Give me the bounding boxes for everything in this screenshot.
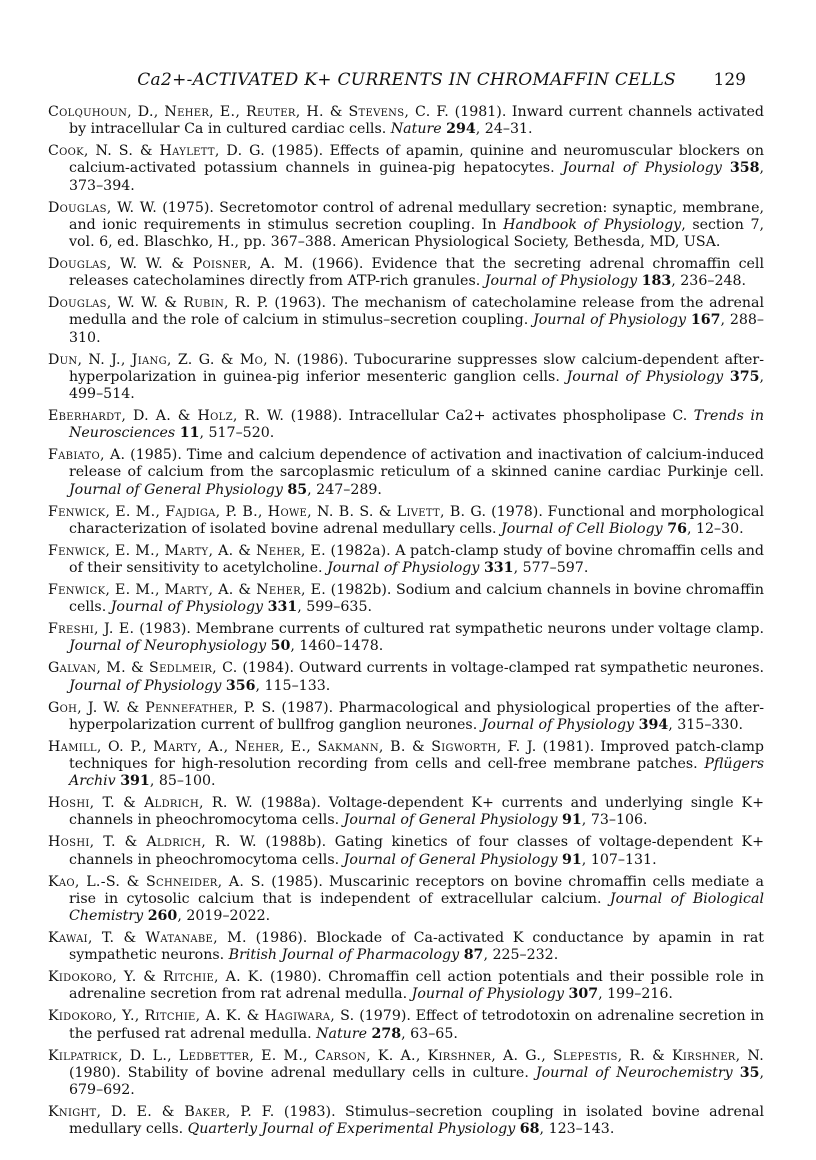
reference-title: (1979). Effect of tetrodotoxin on adrenaline secretion in the perfused rat adrenal medulla. bbox=[69, 1008, 764, 1042]
reference-journal: Journal of General Physiology bbox=[343, 812, 558, 829]
reference-title: (1980). Stability of bovine adrenal medullary cells in culture. bbox=[69, 1064, 536, 1081]
reference-volume: 167 bbox=[690, 312, 721, 329]
reference-volume: 394 bbox=[638, 716, 669, 733]
reference-title: (1978). Functional and morphological characterization of isolated bovine adrenal medullary cells. bbox=[69, 503, 764, 537]
reference-entry bbox=[48, 1008, 764, 1042]
reference-volume: 68 bbox=[519, 1121, 540, 1138]
reference-pages: , 85–100. bbox=[149, 773, 216, 790]
page-number: 129 bbox=[713, 70, 746, 90]
reference-authors: Knight, D. E. & Baker, P. F. bbox=[48, 1104, 275, 1121]
reference-title: (1981). Inward current channels activated by intracellular Ca in cultured cardiac cells. bbox=[69, 104, 764, 138]
reference-journal: Journal of Physiology bbox=[533, 312, 687, 329]
reference-volume: 331 bbox=[483, 560, 514, 577]
reference-pages: , 2019–2022. bbox=[177, 908, 271, 925]
reference-volume-spacer bbox=[733, 1065, 740, 1081]
reference-journal: Nature bbox=[316, 1025, 367, 1042]
reference-journal: Journal of Physiology bbox=[562, 160, 722, 177]
reference-volume: 307 bbox=[568, 986, 599, 1003]
reference-entry bbox=[48, 874, 764, 926]
reference-volume: 11 bbox=[179, 425, 200, 442]
reference-pages: , 499–514. bbox=[69, 368, 764, 403]
reference-pages: , 236–248. bbox=[671, 273, 747, 290]
reference-title: (1988a). Voltage-dependent K+ currents and underlying single K+ channels in pheochromocytoma cells. bbox=[69, 795, 764, 829]
reference-volume: 76 bbox=[667, 520, 687, 537]
reference-volume: 331 bbox=[267, 599, 298, 616]
reference-authors: Douglas, W. W. bbox=[48, 199, 158, 216]
reference-entry bbox=[48, 582, 764, 616]
reference-pages: , 679–692. bbox=[69, 1064, 764, 1099]
reference-title: (1986). Tubocurarine suppresses slow calcium-dependent after-hyperpolarization in guinea-pig inferior mesenteric ganglion cells. bbox=[69, 351, 764, 385]
reference-pages: , 577–597. bbox=[513, 560, 589, 577]
reference-entry bbox=[48, 1048, 764, 1100]
reference-title: (1982b). Sodium and calcium channels in bovine chromaffin cells. bbox=[69, 582, 764, 616]
reference-pages: , 199–216. bbox=[598, 986, 673, 1003]
reference-pages: , 247–289. bbox=[307, 481, 382, 498]
reference-volume: 85 bbox=[287, 481, 308, 498]
reference-authors: Kilpatrick, D. L., Ledbetter, E. M., Carson, K. A., Kirshner, A. G., Slepestis, R. & Kirshner, N. bbox=[48, 1047, 764, 1064]
reference-volume: 35 bbox=[739, 1064, 760, 1081]
reference-authors: Hoshi, T. & Aldrich, R. W. bbox=[48, 795, 253, 812]
reference-volume-spacer bbox=[723, 369, 730, 385]
reference-entry bbox=[48, 295, 764, 347]
reference-volume: 356 bbox=[225, 677, 256, 694]
reference-pages: , section 7, vol. 6, ed. Blaschko, H., pp. 367–388. American Physiological Society, Bethesda, MD, USA. bbox=[69, 216, 765, 251]
reference-pages: , 63–65. bbox=[401, 1025, 458, 1042]
reference-entry bbox=[48, 104, 764, 138]
reference-pages: , 517–520. bbox=[199, 425, 275, 442]
reference-pages: , 373–394. bbox=[69, 160, 764, 194]
reference-volume: 50 bbox=[270, 638, 291, 655]
reference-pages: , 599–635. bbox=[297, 599, 372, 616]
reference-entry bbox=[48, 408, 764, 442]
reference-volume: 278 bbox=[371, 1025, 402, 1042]
reference-entry bbox=[48, 200, 764, 252]
reference-authors: Hamill, O. P., Marty, A., Neher, E., Sakmann, B. & Sigworth, F. J. bbox=[48, 738, 537, 755]
reference-entry bbox=[48, 739, 764, 791]
reference-authors: Galvan, M. & Sedlmeir, C. bbox=[48, 660, 238, 677]
reference-authors: Fenwick, E. M., Fajdiga, P. B., Howe, N. B. S. & Livett, B. G. bbox=[48, 503, 487, 520]
reference-volume: 358 bbox=[729, 160, 760, 177]
reference-authors: Kao, L.-S. & Schneider, A. S. bbox=[48, 873, 266, 890]
reference-volume-spacer bbox=[722, 160, 730, 176]
reference-title: (1986). Blockade of Ca-activated K conductance by apamin in rat sympathetic neurons. bbox=[69, 930, 764, 964]
reference-pages: , 107–131. bbox=[581, 851, 657, 868]
reference-entry bbox=[48, 256, 764, 290]
reference-pages: , 73–106. bbox=[581, 812, 648, 829]
reference-pages: , 315–330. bbox=[668, 716, 744, 733]
reference-authors: Colquhoun, D., Neher, E., Reuter, H. & Stevens, C. F. bbox=[48, 104, 450, 120]
reference-journal: Journal of Physiology bbox=[484, 273, 638, 290]
reference-authors: Cook, N. S. & Haylett, D. G. bbox=[48, 143, 266, 160]
reference-entry bbox=[48, 700, 764, 734]
reference-title: (1985). Muscarinic receptors on bovine chromaffin cells mediate a rise in cytosolic calcium that is independent of extracellular calcium. bbox=[69, 873, 764, 907]
reference-title: (1988b). Gating kinetics of four classes of voltage-dependent K+ channels in pheochromocytoma cells. bbox=[69, 834, 764, 868]
reference-title: (1981). Improved patch-clamp techniques for high-resolution recording from cells and cell-free membrane patches. bbox=[69, 738, 764, 773]
reference-journal: Journal of General Physiology bbox=[69, 481, 283, 498]
reference-entry bbox=[48, 660, 764, 694]
reference-journal: Journal of Physiology bbox=[566, 368, 724, 385]
reference-title: (1983). Stimulus–secretion coupling in isolated bovine adrenal medullary cells. bbox=[69, 1104, 764, 1138]
reference-journal: Nature bbox=[390, 121, 442, 138]
reference-volume: 91 bbox=[562, 851, 582, 868]
reference-title: (1982a). A patch-clamp study of bovine chromaffin cells and of their sensitivity to acetylcholine. bbox=[69, 542, 764, 577]
reference-entry bbox=[48, 543, 764, 577]
reference-authors: Fenwick, E. M., Marty, A. & Neher, E. bbox=[48, 582, 327, 599]
reference-entry bbox=[48, 834, 764, 868]
reference-authors: Eberhardt, D. A. & Holz, R. W. bbox=[48, 408, 285, 425]
reference-pages: , 115–133. bbox=[255, 677, 331, 694]
reference-entry bbox=[48, 352, 764, 404]
reference-pages: , 288–310. bbox=[69, 312, 764, 346]
reference-entry bbox=[48, 969, 764, 1003]
reference-pages: , 24–31. bbox=[475, 121, 533, 138]
reference-volume: 87 bbox=[463, 947, 484, 964]
reference-authors: Kidokoro, Y., Ritchie, A. K. & Hagiwara, S. bbox=[48, 1008, 355, 1025]
reference-authors: Douglas, W. W. & Rubin, R. P. bbox=[48, 295, 269, 312]
reference-authors: Dun, N. J., Jiang, Z. G. & Mo, N. bbox=[48, 351, 291, 368]
reference-title: (1963). The mechanism of catecholamine release from the adrenal medulla and the role of calcium in stimulus–secretion coupling. bbox=[69, 295, 765, 329]
reference-title: (1984). Outward currents in voltage-clamped rat sympathetic neurones. bbox=[237, 660, 764, 677]
running-title: Ca2+-ACTIVATED K+ CURRENTS IN CHROMAFFIN CELLS bbox=[137, 70, 676, 90]
reference-title: (1975). Secretomotor control of adrenal medullary secretion: synaptic, membrane, and ionic requirements in stimulus secretion coupling. In bbox=[69, 199, 764, 233]
reference-journal: Journal of Physiology bbox=[411, 986, 564, 1003]
reference-title: (1985). Effects of apamin, quinine and neuromuscular blockers on calcium-activated potassium channels in guinea-pig hepatocytes. bbox=[69, 143, 764, 177]
reference-volume: 294 bbox=[446, 121, 476, 138]
reference-journal: Journal of Neurochemistry bbox=[535, 1064, 733, 1081]
reference-authors: Freshi, J. E. bbox=[48, 621, 135, 638]
reference-journal: Handbook of Physiology bbox=[503, 216, 682, 233]
reference-authors: Fenwick, E. M., Marty, A. & Neher, E. bbox=[48, 542, 326, 559]
reference-list bbox=[48, 104, 764, 1143]
reference-entry bbox=[48, 930, 764, 964]
reference-pages: , 1460–1478. bbox=[290, 638, 384, 655]
reference-volume: 91 bbox=[562, 812, 582, 829]
reference-entry bbox=[48, 504, 764, 538]
reference-entry bbox=[48, 143, 764, 195]
reference-title: (1966). Evidence that the secreting adrenal chromaffin cell releases catecholamines directly from ATP-rich granules. bbox=[69, 256, 764, 290]
reference-journal: Journal of Physiology bbox=[69, 677, 222, 694]
reference-pages: , 225–232. bbox=[483, 947, 559, 964]
reference-journal: Journal of Cell Biology bbox=[501, 520, 663, 537]
reference-journal: Journal of Neurophysiology bbox=[69, 638, 267, 655]
reference-journal: Journal of Biological Chemistry bbox=[69, 890, 764, 925]
reference-volume: 183 bbox=[641, 273, 672, 290]
reference-title: (1985). Time and calcium dependence of activation and inactivation of calcium-induced release of calcium from the sarcoplasmic reticulum of a skinned canine cardiac Purkinje cell. bbox=[69, 447, 765, 481]
reference-pages: , 123–143. bbox=[539, 1121, 615, 1138]
reference-journal: Journal of Physiology bbox=[481, 716, 635, 733]
reference-journal: Trends in Neurosciences bbox=[69, 408, 765, 442]
reference-journal: Journal of General Physiology bbox=[343, 851, 558, 868]
reference-title: (1988). Intracellular Ca2+ activates phospholipase C. bbox=[284, 408, 694, 425]
reference-volume: 260 bbox=[147, 908, 178, 925]
reference-title: (1987). Pharmacological and physiological properties of the after-hyperpolarization current of bullfrog ganglion neurones. bbox=[69, 699, 764, 733]
reference-entry bbox=[48, 795, 764, 829]
reference-authors: Hoshi, T. & Aldrich, R. W. bbox=[48, 834, 257, 851]
reference-authors: Fabiato, A. bbox=[48, 447, 126, 464]
page-header bbox=[50, 70, 766, 94]
reference-authors: Kidokoro, Y. & Ritchie, A. K. bbox=[48, 969, 264, 986]
reference-authors: Douglas, W. W. & Poisner, A. M. bbox=[48, 256, 304, 273]
reference-journal: Journal of Physiology bbox=[110, 599, 264, 616]
reference-title: (1983). Membrane currents of cultured rat sympathetic neurons under voltage clamp. bbox=[134, 621, 764, 638]
reference-journal: Journal of Physiology bbox=[327, 560, 480, 577]
reference-volume: 391 bbox=[120, 773, 150, 790]
reference-journal: Quarterly Journal of Experimental Physiology bbox=[187, 1121, 516, 1138]
reference-volume: 375 bbox=[729, 368, 760, 385]
reference-entry bbox=[48, 1104, 764, 1138]
reference-authors: Kawai, T. & Watanabe, M. bbox=[48, 930, 247, 947]
reference-entry bbox=[48, 621, 764, 655]
reference-title: (1980). Chromaffin cell action potentials and their possible role in adrenaline secretion from rat adrenal medulla. bbox=[69, 969, 764, 1003]
reference-journal: British Journal of Pharmacology bbox=[228, 947, 460, 964]
reference-authors: Goh, J. W. & Pennefather, P. S. bbox=[48, 699, 276, 716]
reference-pages: , 12–30. bbox=[686, 520, 744, 537]
reference-journal: Pflügers Archiv bbox=[69, 756, 764, 790]
reference-entry bbox=[48, 447, 764, 499]
